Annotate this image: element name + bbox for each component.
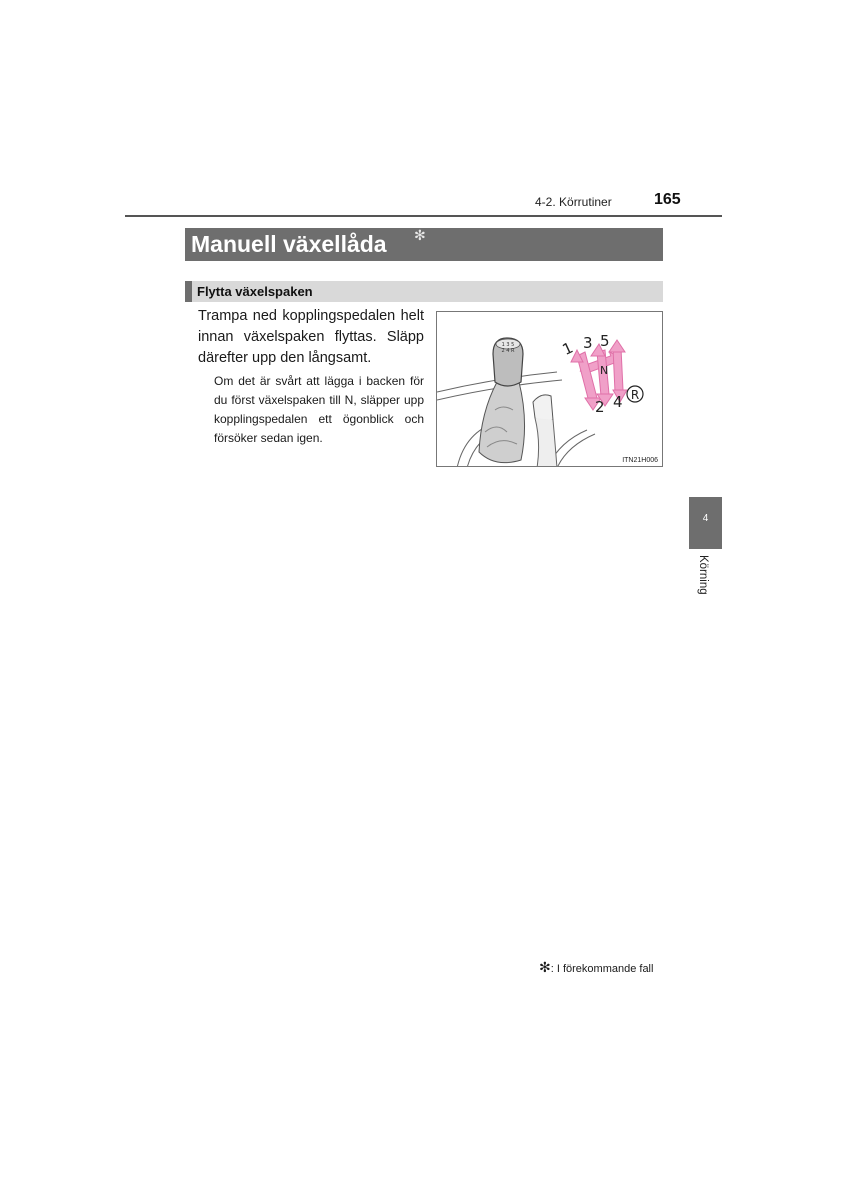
footnote-marker: ✻ bbox=[539, 959, 551, 975]
svg-text:2 4 R: 2 4 R bbox=[501, 348, 515, 354]
gear-shift-illustration bbox=[437, 312, 663, 467]
subsection-bar bbox=[185, 281, 663, 302]
chapter-number: 4 bbox=[702, 513, 709, 524]
chapter-label: Körning bbox=[697, 555, 709, 595]
figure-code: ITN21H006 bbox=[622, 457, 658, 464]
gear-label-r: R bbox=[630, 388, 640, 402]
gear-label-n: N bbox=[600, 364, 609, 377]
body-paragraph: Trampa ned kopplingspedalen helt innan växelspaken flyttas. Släpp därefter upp den långsamt. bbox=[198, 308, 424, 366]
gear-label-4: 4 bbox=[613, 393, 623, 411]
gear-shift-figure bbox=[436, 311, 663, 467]
chapter-tab bbox=[689, 497, 722, 549]
gear-label-3: 3 bbox=[583, 334, 593, 352]
subsection-accent bbox=[185, 281, 192, 302]
page-title: Manuell växellåda bbox=[191, 231, 387, 257]
svg-text:1 3 5: 1 3 5 bbox=[501, 342, 515, 348]
gear-label-2: 2 bbox=[595, 398, 605, 416]
gear-label-1: 1 bbox=[559, 338, 576, 359]
header-rule bbox=[125, 215, 722, 217]
subsection-title: Flytta växelspaken bbox=[197, 284, 313, 299]
title-bar bbox=[185, 228, 663, 261]
footnote-text: : I förekommande fall bbox=[550, 963, 654, 975]
note-paragraph: Om det är svårt att lägga i backen för du först växelspaken till N, släpper upp kopplingspedalen ett ögonblick och försöker sedan igen. bbox=[214, 374, 424, 445]
header-section: 4-2. Körrutiner bbox=[535, 195, 612, 209]
title-asterisk: ✻ bbox=[414, 227, 426, 243]
footnote bbox=[539, 959, 653, 976]
page-number: 165 bbox=[654, 191, 681, 208]
gear-label-5: 5 bbox=[600, 332, 610, 350]
